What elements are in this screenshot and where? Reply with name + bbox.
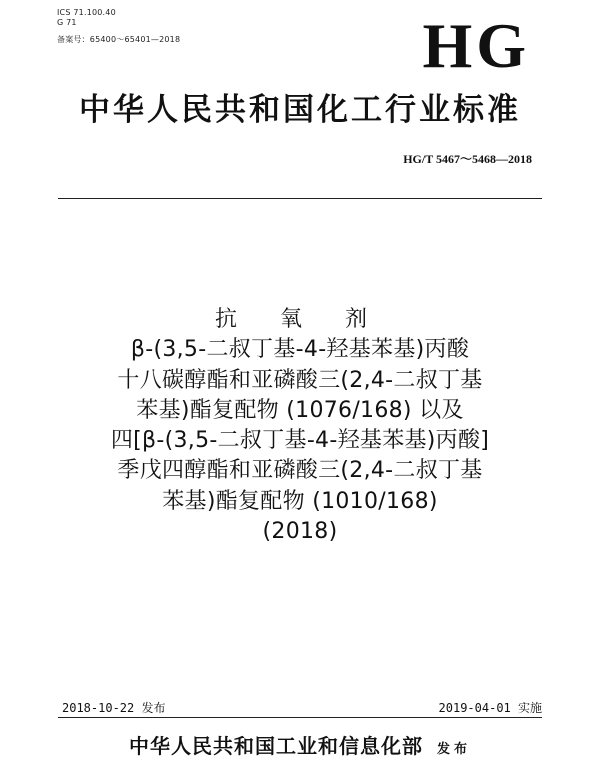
publish-action: 发布: [436, 742, 471, 757]
title-line: 抗 氧 剂: [215, 307, 385, 332]
ics-code: ICS 71.100.40: [57, 8, 116, 17]
top-divider: [58, 198, 542, 199]
title-line: 苯基)酯复配物 (1010/168): [162, 488, 438, 514]
publisher-line: [0, 733, 600, 763]
publisher-name: 中华人民共和国工业和信息化部: [128, 734, 423, 758]
title-line: 十八碳醇酯和亚磷酸三(2,4-二叔丁基: [117, 367, 483, 393]
title-line: (2018): [262, 519, 338, 545]
bottom-divider: [58, 717, 542, 718]
implementation-date: 2019-04-01 实施: [438, 701, 542, 715]
record-number: 备案号：65400～65401—2018: [57, 35, 181, 44]
organization-title: 中华人民共和国化工行业标准: [79, 92, 521, 128]
classification-code: G 71: [57, 18, 77, 27]
standard-number: HG/T 5467～5468—2018: [403, 152, 532, 166]
issue-date: 2018-10-22 发布: [62, 701, 166, 715]
title-line: β-(3,5-二叔丁基-4-羟基苯基)丙酸: [130, 337, 470, 363]
hg-logo: HG: [422, 10, 530, 81]
title-line: 苯基)酯复配物 (1076/168) 以及: [136, 397, 464, 423]
title-line: 四[β-(3,5-二叔丁基-4-羟基苯基)丙酸]: [110, 428, 490, 454]
document-title: [0, 305, 600, 547]
title-line: 季戊四醇酯和亚磷酸三(2,4-二叔丁基: [117, 458, 483, 484]
